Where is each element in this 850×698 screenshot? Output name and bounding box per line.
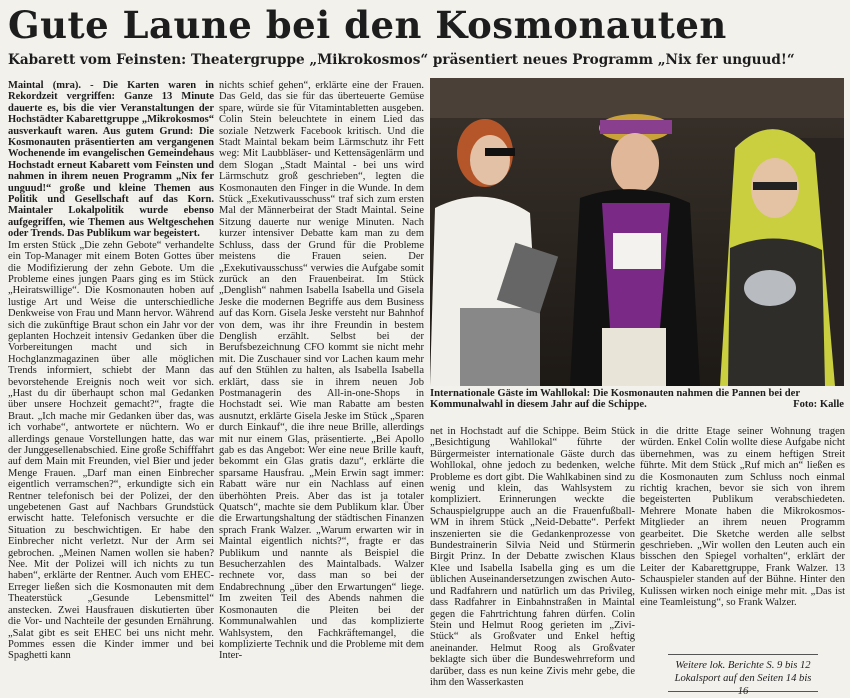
article-text-col4: in die dritte Etage seiner Wohnung tragen würden. Enkel Colin wollte diese Aufgabe nicht übernehmen, was zu einem heftigen Streit führte. Mit dem Stück „Ruf mich an“ ließen es die Kosmonauten zum Schluss noch einmal richtig krachen, bevor sie sich von ihrem begeisterten Publikum verabschiedeten. Mehrere Monate haben die Mikrokosmos-Mitglieder an ihrem neuen Programm gearbeitet. Die Sketche werden alle selbst geschrieben. „Wir wollen den Leuten auch ein bisschen den Spiegel vorhalten“, erklärt der Leiter der Kabarettgruppe, Frank Walzer. 13 Schauspieler standen auf der Bühne. Hinter den Kulissen wirken noch einige mehr mit. „Das ist eine Teamleistung“, so Frank Walzer. bbox=[640, 426, 845, 609]
article-column-3 bbox=[430, 426, 635, 692]
article-lead: Maintal (mra). - Die Karten waren in Rekordzeit vergriffen: Ganze 13 Minute dauerte es, bis die vier Veranstaltungen der Hochstädter Kabarettgruppe „Mikrokosmos“ ausverkauft waren. Aus gutem Grund: Die Kosmonauten präsentierten am vergangenen Wochenende im evangelischen Gemeindehaus Hochstadt erneut Kabarett vom Feinsten und nahmen in ihrem neuen Programm „Nix fer unguud!“ große und kleine Themen aus Politik und Gesellschaft auf das Korn. Maintaler Lokalpolitik wurde ebenso aufgegriffen, wie Themen aus Weltgeschehen oder Trends. Das Publikum war begeistert. bbox=[8, 80, 214, 240]
reference-box bbox=[668, 654, 818, 697]
article-text-col1: Im ersten Stück „Die zehn Gebote“ verhandelte ein Top-Manager mit einem Boten Gottes über die Modifizierung der zehn Gebote. Um die Probleme eines jungen Paars ging es im Stück „Heiratswillige“. Die Kosmonauten hoben auf lustige Art und Weise die unterschiedliche Denkweise von Frau und Mann hervor. Während sich die zukünftige Braut schon ein Jahr vor der geplanten Hochzeit intensiv Gedanken über die Vorbereitungen macht und sich in Hochglanzmagazinen über alle möglichen Trends informiert, schiebt der Mann das bevorstehende Ereignis noch weit vor sich. „Hast du dir überhaupt schon mal Gedanken über unsere Hochzeit gemacht?“, fragte die Braut. „Ich mache mir Gedanken über das, was ich vorhabe“, antwortete er nüchtern. Wo er allerdings genaue Vorstellungen hatte, das war der Junggesellenabschied. Eine große Schifffahrt auf dem Main mit Freunden, viel Bier und jeder Menge Frauen. „Darf man einen Einbrecher eigentlich verramschen?“, erkundigte sich ein Rentner telefonisch bei der Polizei, der den ungebetenen Gast auf Nachbars Grundstück erwischt hatte. Telefonisch versuchte er die Situation zu beschwichtigen. Er habe den Einbrecher nicht verletzt. Nur der Arm sei gebrochen. „Meinen Namen wollen sie haben? Nee. Mit der Polizei will ich nichts zu tun haben“, erklärte der Rentner. Auch vom EHEC-Erreger ließen sich die Kosmonauten mit dem Theaterstück „Gesunde Lebensmittel“ anstecken. Zwei Hausfrauen diskutierten über die Vor- und Nachteile der gesunden Ernährung. „Salat gibt es seit EHEC bei uns nicht mehr. Pommes essen die Kinder immer und bei Spaghetti kann bbox=[8, 239, 214, 662]
photo-credit: Foto: Kalle bbox=[793, 399, 844, 411]
headline: Gute Laune bei den Kosmonauten bbox=[8, 3, 727, 47]
article-column-2 bbox=[219, 80, 424, 692]
reference-line-2: Lokalsport auf den Seiten 14 bis 16 bbox=[674, 673, 812, 697]
photo-caption-text: Internationale Gäste im Wahllokal: Die Kosmonauten nahmen die Pannen bei der Kommunalwahl in diesem Jahr auf die Schippe. bbox=[430, 388, 800, 411]
photo-caption bbox=[430, 388, 844, 422]
subheadline: Kabarett vom Feinsten: Theatergruppe „Mikrokosmos“ präsentiert neues Programm „Nix fer unguud!“ bbox=[8, 52, 795, 68]
article-column-4 bbox=[640, 426, 845, 648]
article-column-1 bbox=[8, 80, 214, 692]
reference-line-1: Weitere lok. Berichte S. 9 bis 12 bbox=[675, 660, 811, 671]
article-photo bbox=[430, 78, 844, 386]
article-text-col3: net in Hochstadt auf die Schippe. Beim Stück „Besichtigung Wahllokal“ führte der Bürgermeister internationale Gäste durch das Wohllokal, ohne jedoch zu bedenken, welche Probleme es dort gibt. Die Wahlkabinen sind zu wenig und klein, das Wahlsystem zu kompliziert. Erinnerungen weckte die Schauspielgruppe auch an die Frauenfußball-WM in ihrem Stück „Neid-Debatte“. Perfekt inszenierten sie die Gedankenprozesse von Bundestrainerin Silvia Neid und Stürmerin Birgit Prinz. In der Debatte zwischen Klaus Klee und Isabella Isabella ging es um die üblichen Auseinandersetzungen zwischen Auto- und Radfahrern und natürlich um das Privileg, dass Radfahrer in Einbahnstraßen in Maintal gegen die Fahrtrichtung fahren dürfen. Colin Stein und Helmut Roog gerieten im „Zivi-Stück“ als Großvater und Enkel heftig aneinander. Helmut Roog als Großvater beklagte sich über die Bundeswehrreform und darüber, dass es nun keine Zivis mehr gebe, die ihm den Wasserkasten bbox=[430, 426, 635, 688]
article-text-col2: nichts schief gehen“, erklärte eine der Frauen. Das Geld, das sie für das überteuerte Gemüse spare, würde sie für Vitamintabletten ausgeben. Colin Stein beleuchtete in einem Lied das soziale Netzwerk Facebook kritisch. Und die Stadt Maintal bekam beim Lärmschutz ihr Fett weg: Mit Laubbläser- und Kettensägenlärm und dem Slogan „Stadt Maintal - bei uns wird Lärmschutz groß geschrieben“, legten die Kosmonauten den Finger in die Wunde. In dem Stück „Exekutivausschuss“ traf sich zum ersten Mal der Männerbeirat der Stadt Maintal. Seine Sitzung dauerte nur wenige Minuten. Nach kurzer intensiver Debatte kam man zu dem Schluss, dass der Grund für die Probleme meistens die Frauen seien. Der „Exekutivausschuss“ verwies die Aufgabe somit zurück an den Frauenbeirat. Im Stück „Denglish“ nahmen Isabella Isabella und Gisela Jeske die modernen Begriffe aus dem Business auf das Korn. Gisela Jeske versteht nur Bahnhof von dem, was ihr ihre Freundin in bestem Denglish erzählt. Selbst bei der Berufsbezeichnung CFO kommt sie nicht mehr mit. Die Zuschauer sind vor Lachen kaum mehr auf den Stühlen zu halten, als Isabella Isabella erklärt, dass sie in ihrem neuen Job Postmanagerin des All-in-one-Shops in Hochstadt sei. Wie man Rabatte am besten ausnutzt, erklärte Gisela Jeske im Stück „Sparen durch Einkauf“, die ihre neue Brille, allerdings mit nur einem Glas, präsentierte. „Bei Apollo gab es das Angebot: Wer eine neue Brille kauft, bekommt ein Glas gratis dazu“, erklärte die sparsame Hausfrau. „Mein Erwin sagt immer: Rabatt wäre nur ein Nachlass auf einen überhöhten Preis. Aber das ist ja totaler Quatsch“, machte sie dem Publikum klar. Über die Erwartungshaltung der städtischen Finanzen sprach Frank Walzer. „Warum erwarten wir in Maintal eigentlich nichts?“, fragte er das Publikum und nannte als Beispiel die Besucherzahlen des Maintalbads. Walzer rechnete vor, dass man so bei der Endabrechnung „über den Erwartungen“ liege. Im zweiten Teil des Abends nahmen die Kosmonauten die Pleiten bei der Kommunalwahlen und das komplizierte Wahlsystem, den Fachkräftemangel, die komplizierte Technik und die Probleme mit dem Inter- bbox=[219, 80, 424, 662]
